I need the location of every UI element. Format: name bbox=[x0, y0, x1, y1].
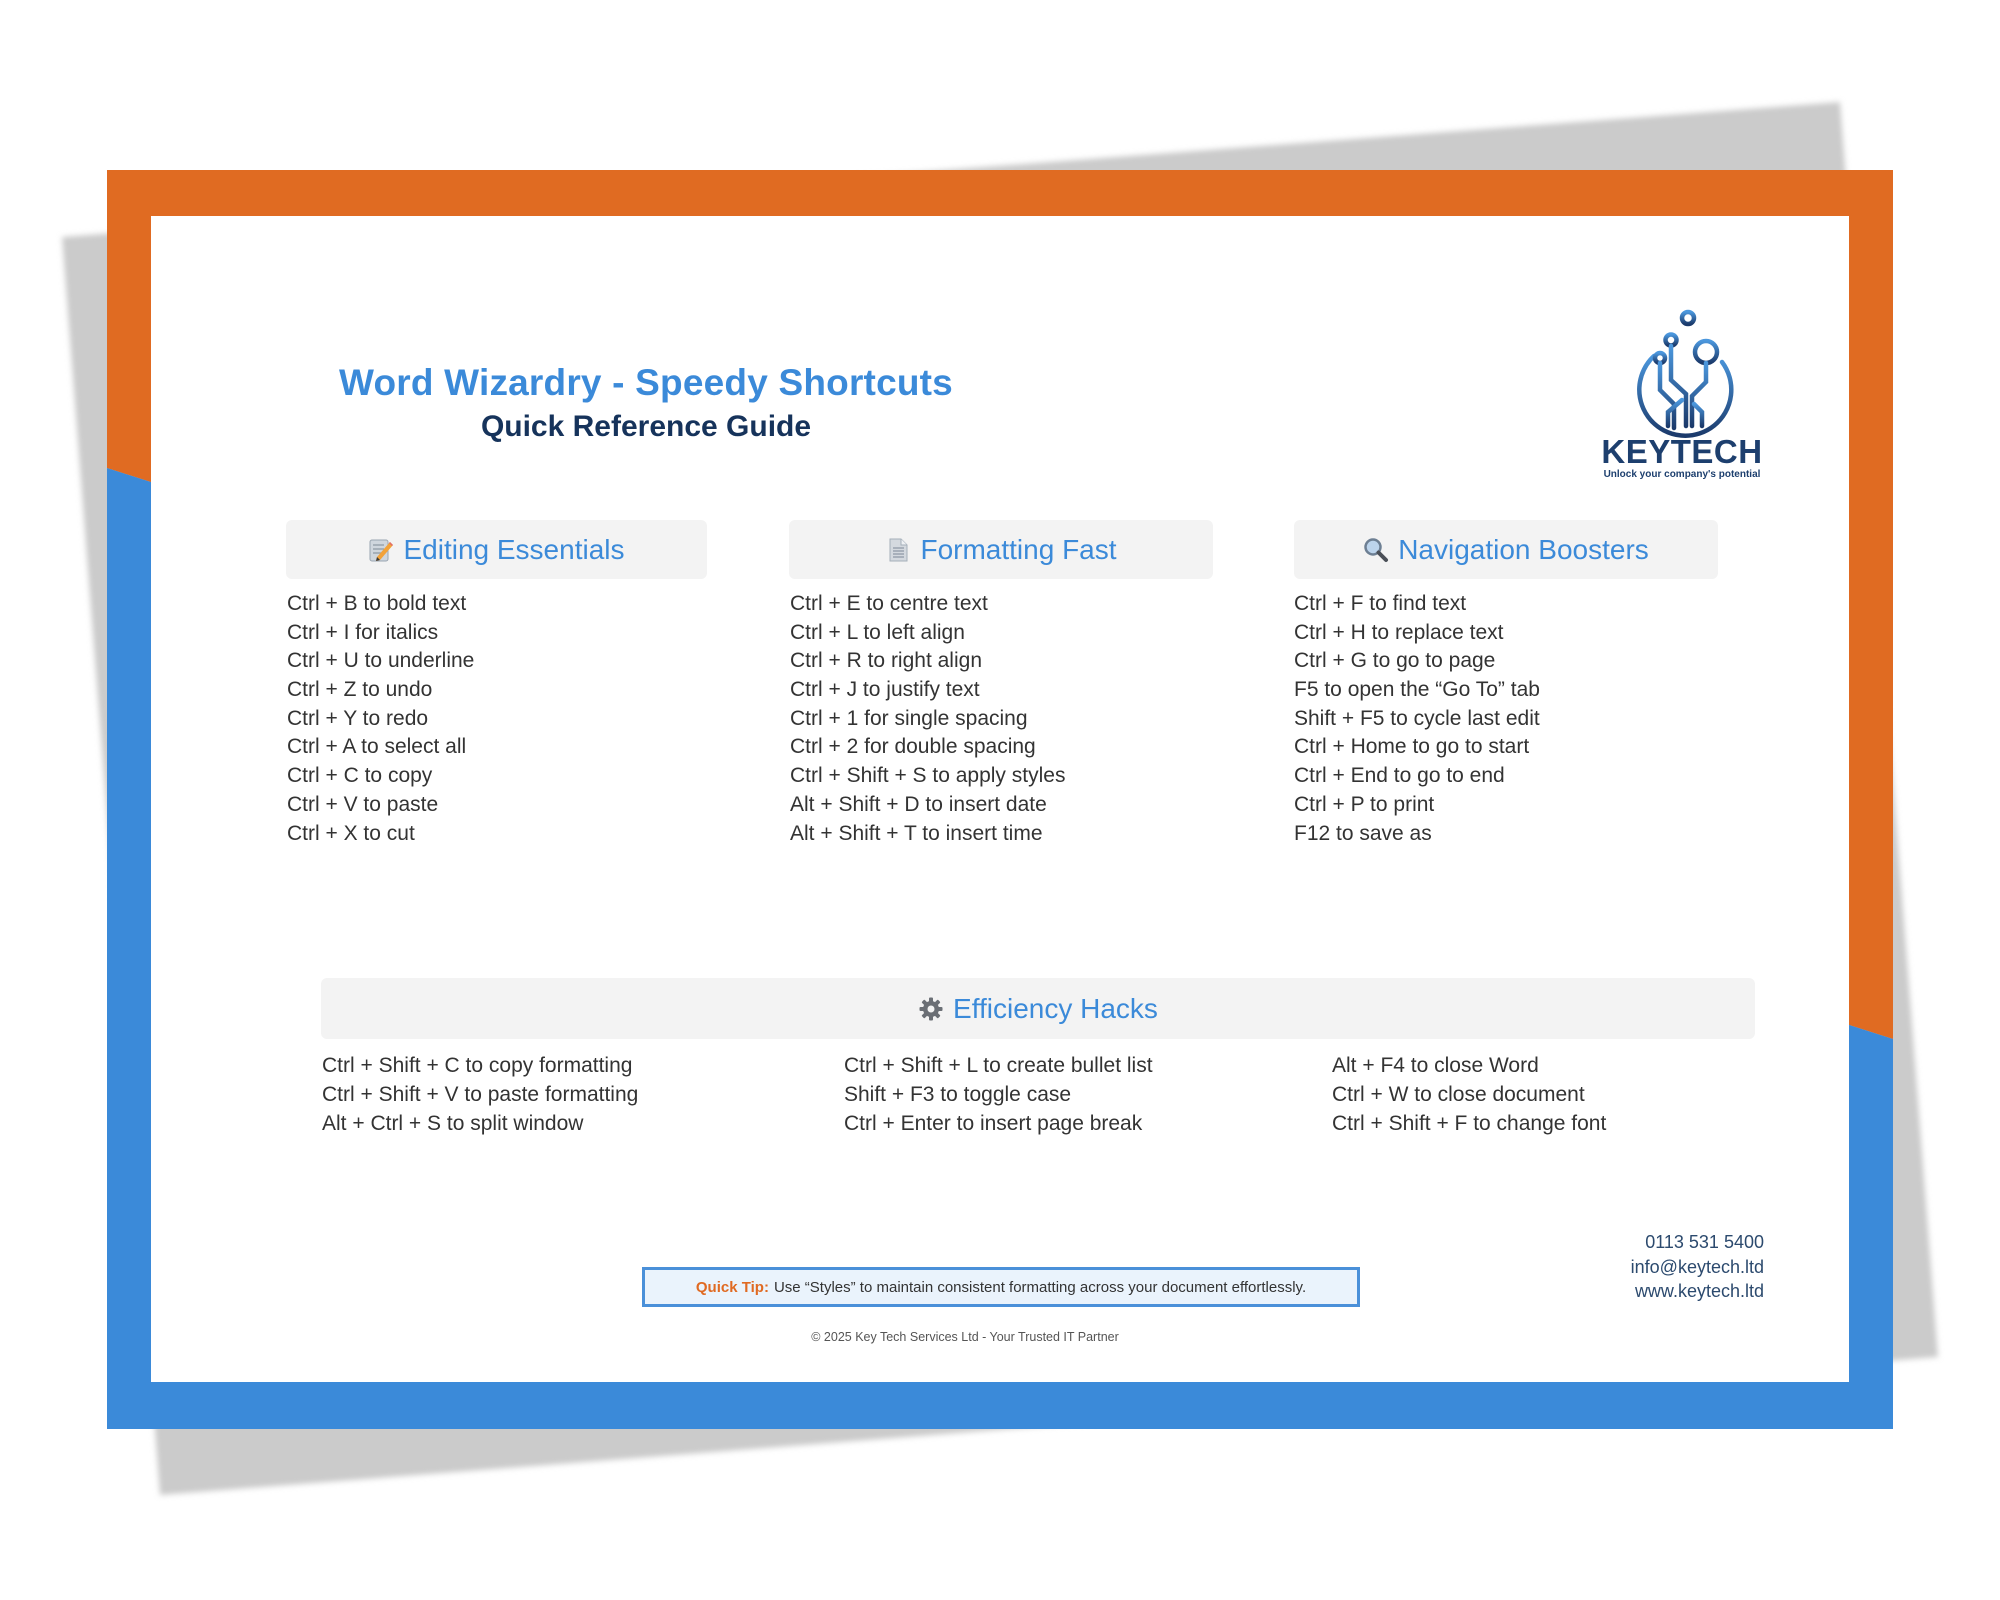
list-item: Ctrl + J to justify text bbox=[790, 678, 980, 702]
document-subtitle: Quick Reference Guide bbox=[480, 410, 812, 443]
list-item: Ctrl + C to copy bbox=[287, 764, 433, 788]
list-item: Ctrl + Shift + F to change font bbox=[1332, 1112, 1607, 1135]
section-header-efficiency bbox=[321, 978, 1755, 1039]
list-item: Ctrl + B to bold text bbox=[287, 592, 467, 615]
list-item: Ctrl + 2 for double spacing bbox=[790, 735, 1036, 759]
list-item: Alt + Ctrl + S to split window bbox=[322, 1112, 584, 1135]
shortcut-list-efficiency-col2 bbox=[844, 1051, 1153, 1138]
list-item: Ctrl + I for italics bbox=[287, 620, 439, 644]
list-item: Ctrl + 1 for single spacing bbox=[790, 706, 1028, 730]
shortcut-list-efficiency-col3 bbox=[1332, 1051, 1606, 1138]
section-header-editing bbox=[286, 520, 707, 579]
document-icon bbox=[885, 537, 911, 563]
list-item: Ctrl + Y to redo bbox=[287, 706, 429, 730]
gear-icon bbox=[918, 996, 944, 1022]
section-title-navigation: Navigation Boosters bbox=[1398, 533, 1649, 565]
shortcut-list-formatting bbox=[790, 590, 1065, 848]
list-item: Shift + F5 to cycle last edit bbox=[1294, 706, 1540, 730]
list-item: F5 to open the “Go To” tab bbox=[1294, 678, 1540, 702]
list-item: Ctrl + E to centre text bbox=[790, 592, 988, 615]
list-item: Ctrl + Z to undo bbox=[287, 678, 433, 702]
contact-info bbox=[1500, 1230, 1764, 1304]
list-item: Ctrl + Shift + S to apply styles bbox=[790, 764, 1066, 788]
section-title-formatting: Formatting Fast bbox=[920, 533, 1117, 565]
list-item: Ctrl + Shift + V to paste formatting bbox=[322, 1083, 639, 1106]
list-item: Ctrl + F to find text bbox=[1294, 592, 1467, 615]
list-item: Ctrl + U to underline bbox=[287, 649, 475, 673]
section-header-navigation bbox=[1294, 520, 1718, 579]
shortcut-list-navigation bbox=[1294, 590, 1540, 848]
list-item: Ctrl + Home to go to start bbox=[1294, 735, 1530, 759]
list-item: Ctrl + H to replace text bbox=[1294, 620, 1504, 644]
section-title-editing: Editing Essentials bbox=[403, 533, 625, 565]
list-item: Ctrl + A to select all bbox=[287, 735, 467, 759]
section-header-formatting bbox=[789, 520, 1213, 579]
magnifier-icon bbox=[1363, 537, 1389, 563]
list-item: Ctrl + X to cut bbox=[287, 821, 415, 845]
quick-tip-label: Quick Tip: bbox=[695, 1278, 769, 1296]
quick-tip-text: Use “Styles” to maintain consistent formatting across your document effortlessly. bbox=[773, 1278, 1307, 1296]
shortcut-list-efficiency-col1 bbox=[322, 1051, 638, 1138]
section-title-efficiency: Efficiency Hacks bbox=[953, 992, 1158, 1024]
list-item: Ctrl + P to print bbox=[1294, 792, 1435, 816]
list-item: Shift + F3 to toggle case bbox=[844, 1083, 1072, 1106]
logo-tagline: Unlock your company's potential bbox=[1603, 469, 1761, 480]
list-item: Ctrl + Shift + L to create bullet list bbox=[844, 1054, 1153, 1077]
list-item: Ctrl + End to go to end bbox=[1294, 764, 1505, 788]
list-item: F12 to save as bbox=[1294, 821, 1432, 845]
shortcut-list-editing bbox=[287, 590, 474, 848]
contact-phone: 0113 531 5400 bbox=[1645, 1232, 1764, 1252]
copyright-text: © 2025 Key Tech Services Ltd - Your Trusted IT Partner bbox=[811, 1330, 1119, 1344]
list-item: Alt + F4 to close Word bbox=[1332, 1054, 1539, 1077]
document-title: Word Wizardry - Speedy Shortcuts bbox=[339, 362, 953, 403]
list-item: Ctrl + R to right align bbox=[790, 649, 982, 673]
contact-email[interactable]: info@keytech.ltd bbox=[1630, 1256, 1764, 1277]
list-item: Alt + Shift + T to insert time bbox=[790, 821, 1043, 845]
list-item: Ctrl + W to close document bbox=[1332, 1083, 1585, 1106]
list-item: Ctrl + G to go to page bbox=[1294, 649, 1496, 673]
memo-pencil-icon bbox=[368, 537, 394, 563]
list-item: Ctrl + V to paste bbox=[287, 792, 439, 816]
list-item: Ctrl + Shift + C to copy formatting bbox=[322, 1054, 633, 1077]
list-item: Ctrl + L to left align bbox=[790, 620, 965, 644]
list-item: Ctrl + Enter to insert page break bbox=[844, 1112, 1143, 1135]
list-item: Alt + Shift + D to insert date bbox=[790, 792, 1047, 816]
quick-tip-box bbox=[642, 1267, 1360, 1307]
logo-wordmark: KEYTECH bbox=[1601, 433, 1763, 470]
contact-website[interactable]: www.keytech.ltd bbox=[1634, 1281, 1764, 1301]
